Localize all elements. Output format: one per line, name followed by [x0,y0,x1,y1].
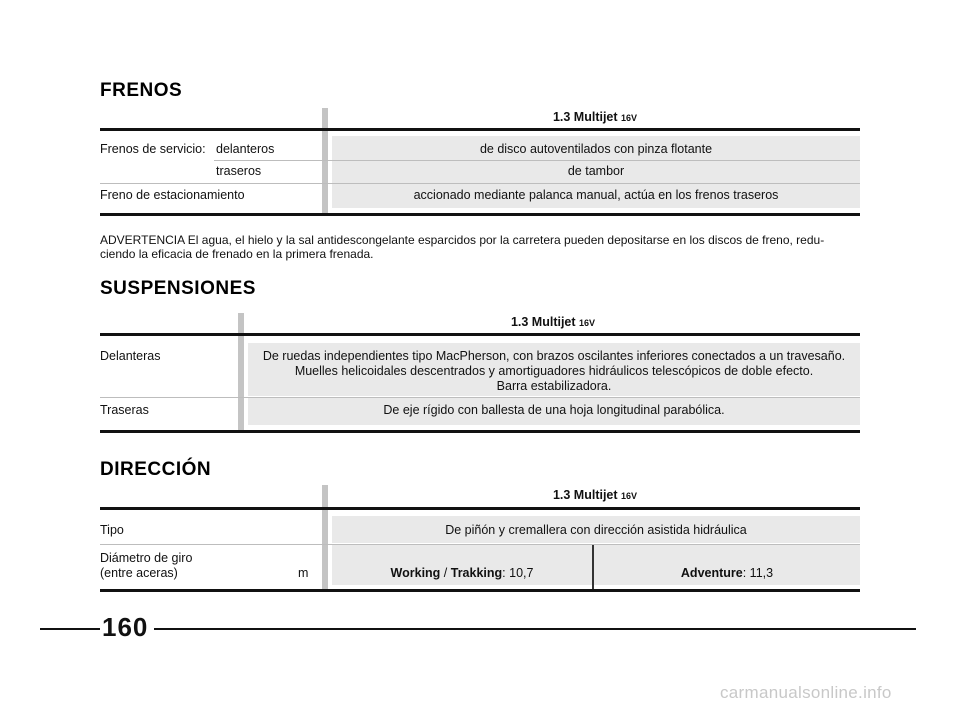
suspensiones-row1-label: Delanteras [100,349,161,363]
direccion-row2-unit: m [298,566,309,580]
frenos-row1-label: Frenos de servicio: [100,142,206,156]
frenos-warning [100,233,860,261]
frenos-row1-sublabel: delanteros [216,142,275,156]
frenos-engine-header [330,110,860,124]
frenos-warning-line1: ADVERTENCIA El agua, el hielo y la sal antidescongelante esparcidos por la carretera pueden depositarse en los discos de freno, redu- [100,233,825,247]
direccion-adventure-value [594,566,860,581]
suspensiones-row1-line2: Muelles helicoidales descentrados y amortiguadores hidráulicos telescópicos de doble efecto. [294,364,814,378]
version-slash: / [440,566,451,580]
frenos-column-divider [322,108,328,216]
watermark: carmanualsonline.info [720,683,892,702]
working-label: Working [390,566,441,580]
suspensiones-heading: SUSPENSIONES [100,278,256,299]
frenos-heading: FRENOS [100,80,183,101]
frenos-row2-value: de tambor [567,164,625,178]
suspensiones-engine-header [246,315,860,329]
frenos-row3-value: accionado mediante palanca manual, actúa en los frenos traseros [413,188,779,202]
frenos-engine-label: 1.3 Multijet [552,110,618,124]
direccion-row1-value: De piñón y cremallera con dirección asistida hidráulica [445,523,747,537]
direccion-bottom-rule [100,589,860,592]
adventure-label: Adventure [680,566,743,580]
suspensiones-engine-suffix: 16V [579,318,596,328]
suspensiones-engine-label: 1.3 Multijet [510,315,576,329]
suspensiones-bottom-rule [100,430,860,433]
trakking-label: Trakking [450,566,503,580]
frenos-header-rule [100,128,860,131]
direccion-engine-header [330,488,860,502]
frenos-row1-value: de disco autoventilados con pinza flotante [479,142,713,156]
suspensiones-row1-line3: Barra estabilizadora. [496,379,612,393]
working-turning-diameter: : 10,7 [502,566,534,580]
footer-rule-right [154,628,916,630]
frenos-bottom-rule [100,213,860,216]
direccion-engine-label: 1.3 Multijet [552,488,618,502]
frenos-engine-suffix: 16V [621,113,638,123]
direccion-column-divider [322,485,328,592]
suspensiones-header-rule [100,333,860,336]
frenos-warning-line2: ciendo la eficacia de frenado en la primera frenada. [100,247,374,261]
direccion-row1-label: Tipo [100,523,124,537]
direccion-engine-suffix: 16V [621,491,638,501]
suspensiones-row1-value [248,349,860,394]
direccion-heading: DIRECCIÓN [100,459,212,480]
adventure-turning-diameter: : 11,3 [742,566,774,580]
direccion-working-value [332,566,592,581]
suspensiones-row2-label: Traseras [100,403,149,417]
suspensiones-column-divider [238,313,244,431]
suspensiones-row2-value: De eje rígido con ballesta de una hoja longitudinal parabólica. [383,403,725,417]
footer-rule-left [40,628,100,630]
direccion-header-rule [100,507,860,510]
frenos-row3-label: Freno de estacionamiento [100,188,245,202]
suspensiones-row1-line1: De ruedas independientes tipo MacPherson, con brazos oscilantes inferiores conectados a un travesaño. [262,349,846,363]
direccion-row2-label-line1: Diámetro de giro [100,551,193,565]
page-number: 160 [102,612,149,642]
frenos-row2-sublabel: traseros [216,164,262,178]
direccion-row2-label-line2: (entre aceras) [100,566,178,580]
